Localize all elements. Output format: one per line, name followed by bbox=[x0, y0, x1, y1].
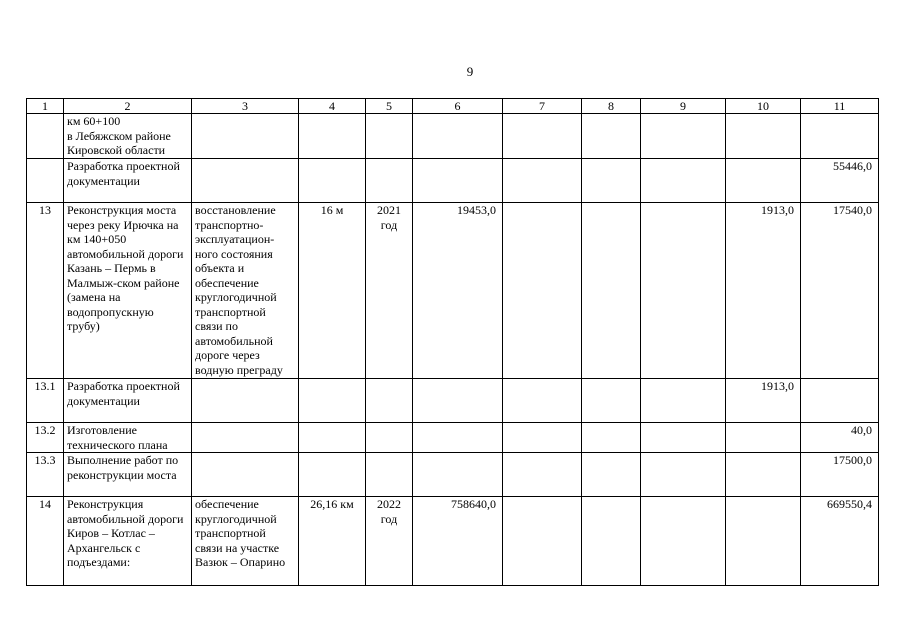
column-header: 9 bbox=[641, 99, 726, 114]
cell-col10: 1913,0 bbox=[726, 203, 801, 379]
column-header: 6 bbox=[413, 99, 503, 114]
cell-name: Разработка проектной документации bbox=[64, 379, 192, 423]
table-row bbox=[27, 423, 879, 453]
cell-col8 bbox=[582, 497, 641, 586]
column-header: 3 bbox=[192, 99, 299, 114]
cell-capacity bbox=[299, 379, 366, 423]
cell-year: 2022 год bbox=[366, 497, 413, 586]
cell-year bbox=[366, 159, 413, 203]
cell-number: 13.2 bbox=[27, 423, 64, 453]
cell-year bbox=[366, 423, 413, 453]
cell-col7 bbox=[503, 379, 582, 423]
cell-col8 bbox=[582, 453, 641, 497]
table-row bbox=[27, 159, 879, 203]
cell-goal bbox=[192, 114, 299, 159]
cell-year: 2021 год bbox=[366, 203, 413, 379]
cell-total: 19453,0 bbox=[413, 203, 503, 379]
column-header: 2 bbox=[64, 99, 192, 114]
cell-col11: 669550,4 bbox=[801, 497, 879, 586]
cell-total bbox=[413, 453, 503, 497]
cell-number: 14 bbox=[27, 497, 64, 586]
cell-name: Разработка проектной документации bbox=[64, 159, 192, 203]
column-header: 4 bbox=[299, 99, 366, 114]
cell-col9 bbox=[641, 379, 726, 423]
cell-col8 bbox=[582, 203, 641, 379]
cell-col10: 1913,0 bbox=[726, 379, 801, 423]
cell-total bbox=[413, 423, 503, 453]
budget-table bbox=[26, 98, 879, 586]
cell-number bbox=[27, 114, 64, 159]
cell-number bbox=[27, 159, 64, 203]
cell-col11 bbox=[801, 379, 879, 423]
column-header: 8 bbox=[582, 99, 641, 114]
cell-goal bbox=[192, 159, 299, 203]
cell-col9 bbox=[641, 203, 726, 379]
column-header: 1 bbox=[27, 99, 64, 114]
cell-total bbox=[413, 159, 503, 203]
cell-col8 bbox=[582, 114, 641, 159]
cell-name: Выполнение работ по реконструкции моста bbox=[64, 453, 192, 497]
cell-name: Реконструкция автомобильной дороги Киров – Котлас – Архангельск с подъездами: bbox=[64, 497, 192, 586]
cell-col7 bbox=[503, 159, 582, 203]
cell-capacity bbox=[299, 159, 366, 203]
cell-number: 13.1 bbox=[27, 379, 64, 423]
cell-goal: обеспечение круглогодичной транспортной связи на участке Вазюк – Опарино bbox=[192, 497, 299, 586]
column-header: 11 bbox=[801, 99, 879, 114]
cell-col8 bbox=[582, 423, 641, 453]
cell-col11: 40,0 bbox=[801, 423, 879, 453]
cell-capacity: 26,16 км bbox=[299, 497, 366, 586]
table-row bbox=[27, 114, 879, 159]
cell-col8 bbox=[582, 159, 641, 203]
cell-name: Изготовление технического плана bbox=[64, 423, 192, 453]
table-row bbox=[27, 453, 879, 497]
table-row bbox=[27, 203, 879, 379]
table-row bbox=[27, 379, 879, 423]
cell-name: Реконструкция моста через реку Ирючка на км 140+050 автомобильной дороги Казань – Пермь в Малмыж-ском районе (замена на водопропускную трубу) bbox=[64, 203, 192, 379]
cell-col10 bbox=[726, 114, 801, 159]
cell-col10 bbox=[726, 159, 801, 203]
cell-total bbox=[413, 379, 503, 423]
cell-year bbox=[366, 114, 413, 159]
cell-goal: восстановление транспортно-эксплуатацион-ного состояния объекта и обеспечение круглогодичной транспортной связи по автомобильной дороге через водную преграду bbox=[192, 203, 299, 379]
cell-col7 bbox=[503, 497, 582, 586]
cell-col10 bbox=[726, 453, 801, 497]
cell-capacity bbox=[299, 114, 366, 159]
cell-total bbox=[413, 114, 503, 159]
cell-col11 bbox=[801, 114, 879, 159]
page-number: 9 bbox=[466, 64, 474, 79]
cell-col8 bbox=[582, 379, 641, 423]
cell-col11: 17540,0 bbox=[801, 203, 879, 379]
cell-number: 13 bbox=[27, 203, 64, 379]
column-header: 7 bbox=[503, 99, 582, 114]
cell-col7 bbox=[503, 453, 582, 497]
cell-col9 bbox=[641, 114, 726, 159]
cell-year bbox=[366, 379, 413, 423]
cell-name: км 60+100 в Лебяжском районе Кировской области bbox=[64, 114, 192, 159]
header-row bbox=[27, 99, 879, 114]
column-header: 5 bbox=[366, 99, 413, 114]
cell-col10 bbox=[726, 497, 801, 586]
cell-total: 758640,0 bbox=[413, 497, 503, 586]
cell-col11: 55446,0 bbox=[801, 159, 879, 203]
cell-goal bbox=[192, 453, 299, 497]
cell-capacity: 16 м bbox=[299, 203, 366, 379]
cell-col11: 17500,0 bbox=[801, 453, 879, 497]
table-row bbox=[27, 497, 879, 586]
cell-year bbox=[366, 453, 413, 497]
cell-number: 13.3 bbox=[27, 453, 64, 497]
cell-col9 bbox=[641, 159, 726, 203]
cell-col7 bbox=[503, 203, 582, 379]
cell-col7 bbox=[503, 423, 582, 453]
cell-capacity bbox=[299, 453, 366, 497]
cell-capacity bbox=[299, 423, 366, 453]
cell-goal bbox=[192, 379, 299, 423]
cell-goal bbox=[192, 423, 299, 453]
cell-col9 bbox=[641, 453, 726, 497]
cell-col9 bbox=[641, 423, 726, 453]
cell-col7 bbox=[503, 114, 582, 159]
column-header: 10 bbox=[726, 99, 801, 114]
cell-col10 bbox=[726, 423, 801, 453]
cell-col9 bbox=[641, 497, 726, 586]
